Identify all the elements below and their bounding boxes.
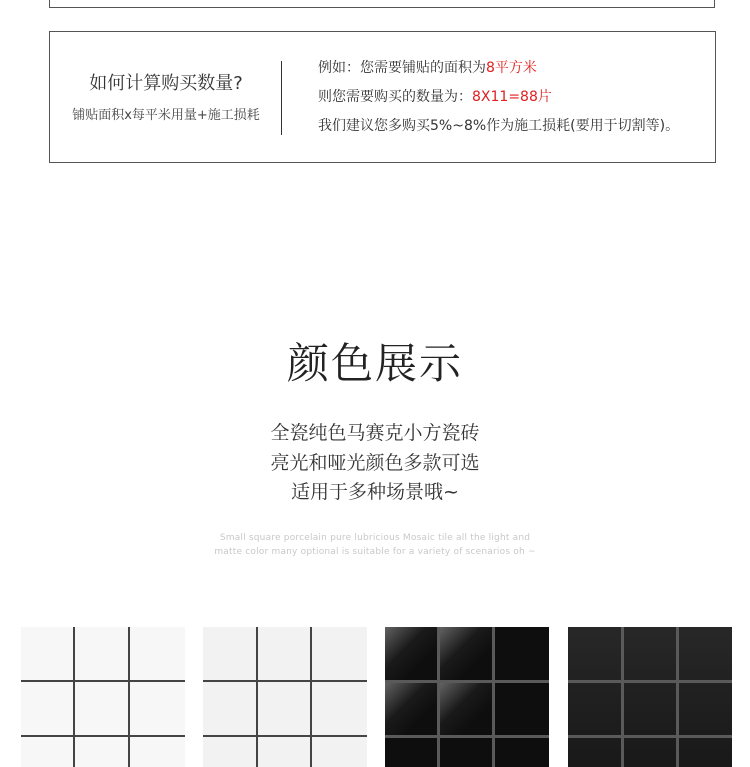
description-line: 适用于多种场景哦~ (291, 481, 459, 503)
quantity-formula: 铺贴面积x每平米用量+施工损耗 (72, 108, 260, 123)
tile-highlight (385, 627, 437, 680)
tile-highlight (440, 683, 492, 735)
calculation-example-panel (318, 54, 713, 141)
swatch-black-gloss[interactable] (385, 627, 549, 767)
grout-line (203, 680, 367, 682)
count-prefix: 则您需要购买的数量为： (318, 89, 472, 105)
example-prefix: 例如：您需要铺贴的面积为 (318, 60, 486, 76)
grout-line (568, 680, 732, 683)
purchase-quantity-info-box (49, 31, 716, 163)
grout-line (385, 680, 549, 683)
suggestion-line: 我们建议您多购买5%~8%作为施工损耗(要用于切割等)。 (318, 118, 680, 134)
swatch-white-gloss[interactable] (21, 627, 185, 767)
previous-section-frame (49, 0, 715, 8)
color-swatches (0, 627, 750, 750)
grout-line (568, 735, 732, 738)
grout-line (21, 680, 185, 682)
section-english-description (0, 531, 750, 559)
swatch-white-matte[interactable] (203, 627, 367, 767)
vertical-divider (281, 61, 282, 135)
english-line: Small square porcelain pure lubricious Mosaic tile all the light and (219, 533, 531, 543)
description-line: 亮光和哑光颜色多款可选 (270, 451, 480, 474)
count-value: 8X11=88片 (472, 89, 552, 105)
description-line: 全瓷纯色马赛克小方瓷砖 (270, 422, 480, 444)
grout-line (203, 735, 367, 737)
grout-line (128, 627, 130, 767)
tile-highlight (385, 683, 437, 735)
quantity-question: 如何计算购买数量? (89, 73, 243, 94)
english-line: matte color many optional is suitable for a variety of scenarios oh ~ (214, 547, 536, 557)
grout-line (256, 627, 258, 767)
tile-highlight (440, 627, 492, 680)
grout-line (310, 627, 312, 767)
section-description (0, 419, 750, 508)
grout-line (621, 627, 624, 767)
calculation-method-panel (50, 32, 282, 162)
grout-line (437, 627, 440, 767)
example-area: 8平方米 (486, 60, 537, 76)
section-title: 颜色展示 (286, 339, 463, 388)
count-line (318, 83, 713, 112)
grout-line (21, 735, 185, 737)
tile-tint (568, 627, 732, 767)
grout-line (73, 627, 75, 767)
swatch-black-matte[interactable] (568, 627, 732, 767)
example-line (318, 54, 713, 83)
grout-line (676, 627, 679, 767)
grout-line (385, 735, 549, 738)
grout-line (492, 627, 495, 767)
